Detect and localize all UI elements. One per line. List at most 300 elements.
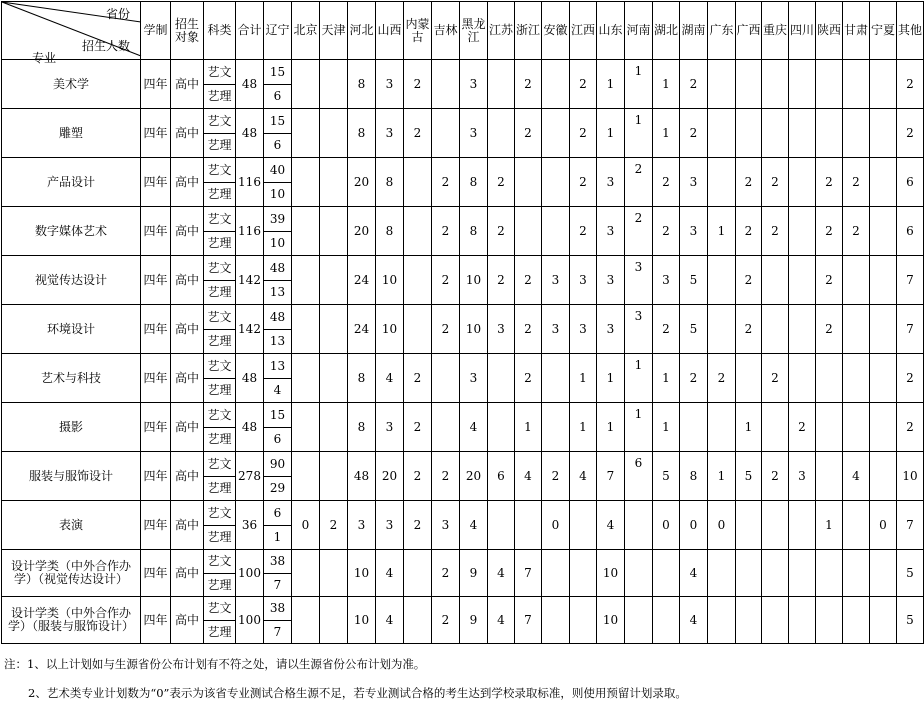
liaoning-arts-cell: 15 — [264, 109, 292, 134]
liaoning-science-cell: 13 — [264, 281, 292, 305]
liaoning-science-cell: 6 — [264, 428, 292, 452]
province-value-cell: 1 — [597, 354, 625, 403]
province-value-cell — [320, 597, 348, 644]
header-province-1: 北京 — [292, 2, 320, 60]
province-value-cell: 1 — [597, 109, 625, 158]
total-cell: 36 — [236, 501, 264, 550]
province-value-cell — [542, 354, 570, 403]
province-value-cell — [870, 158, 897, 207]
major-name: 设计学类（中外合作办学）（视觉传达设计） — [2, 550, 141, 597]
province-value-cell — [816, 550, 843, 597]
province-value-cell: 6 — [897, 207, 924, 256]
province-value-cell: 10 — [376, 305, 404, 354]
header-xuezhi: 学制 — [141, 2, 171, 60]
corner-header-cell — [2, 2, 141, 65]
header-province-4: 山西 — [376, 2, 404, 60]
province-value-cell — [292, 256, 320, 305]
category-cell: 艺理 — [204, 232, 236, 256]
province-value-cell: 5 — [653, 452, 680, 501]
province-value-cell: 2 — [570, 60, 597, 109]
province-value-cell — [404, 550, 432, 597]
xuezhi-cell: 四年 — [141, 452, 171, 501]
province-value-cell: 3 — [542, 256, 570, 305]
liaoning-arts-cell: 15 — [264, 403, 292, 428]
province-value-cell — [870, 452, 897, 501]
province-value-cell — [870, 597, 897, 644]
duixiang-cell: 高中 — [171, 597, 204, 644]
province-value-cell — [816, 452, 843, 501]
province-value-cell — [432, 403, 460, 452]
province-value-cell — [292, 60, 320, 109]
table-row — [2, 256, 924, 281]
corner-province-label: 省份 — [106, 7, 131, 21]
province-value-cell: 1 — [570, 403, 597, 452]
province-value-cell — [432, 109, 460, 158]
table-row — [2, 158, 924, 183]
province-value-cell — [736, 354, 762, 403]
province-value-cell: 10 — [597, 597, 625, 644]
total-cell: 116 — [236, 207, 264, 256]
province-value-cell — [542, 109, 570, 158]
category-cell: 艺理 — [204, 621, 236, 644]
liaoning-arts-cell: 48 — [264, 256, 292, 281]
province-value-cell — [870, 305, 897, 354]
province-value-cell — [736, 60, 762, 109]
province-value-cell: 2 — [404, 354, 432, 403]
province-value-cell: 8 — [376, 158, 404, 207]
province-value-cell: 1 — [653, 354, 680, 403]
category-cell: 艺理 — [204, 330, 236, 354]
province-value-cell — [542, 550, 570, 597]
province-value-cell: 2 — [432, 452, 460, 501]
header-province-0: 辽宁 — [264, 2, 292, 60]
province-value-cell: 7 — [597, 452, 625, 501]
header-province-16: 广东 — [708, 2, 736, 60]
xuezhi-cell: 四年 — [141, 550, 171, 597]
province-value-cell — [870, 109, 897, 158]
province-value-cell — [870, 550, 897, 597]
province-value-cell: 4 — [570, 452, 597, 501]
province-value-cell: 4 — [376, 597, 404, 644]
province-value-cell — [789, 109, 816, 158]
province-value-cell — [762, 60, 789, 109]
province-value-cell: 2 — [488, 158, 515, 207]
province-value-cell — [320, 452, 348, 501]
category-cell: 艺理 — [204, 526, 236, 550]
province-value-cell — [432, 354, 460, 403]
province-value-cell: 5 — [897, 550, 924, 597]
province-value-cell: 1 — [597, 60, 625, 109]
province-value-cell: 2 — [570, 158, 597, 207]
category-cell: 艺文 — [204, 158, 236, 183]
province-value-cell: 8 — [460, 207, 488, 256]
total-cell: 142 — [236, 256, 264, 305]
province-value-cell: 3 — [625, 256, 653, 305]
liaoning-science-cell: 10 — [264, 183, 292, 207]
province-value-cell — [762, 597, 789, 644]
province-value-cell — [680, 403, 708, 452]
province-value-cell — [870, 60, 897, 109]
province-value-cell — [843, 256, 870, 305]
province-value-cell: 3 — [680, 207, 708, 256]
header-province-18: 重庆 — [762, 2, 789, 60]
province-value-cell: 2 — [515, 60, 542, 109]
xuezhi-cell: 四年 — [141, 207, 171, 256]
province-value-cell: 2 — [843, 158, 870, 207]
category-cell: 艺理 — [204, 85, 236, 109]
province-value-cell — [789, 60, 816, 109]
major-name: 雕塑 — [2, 109, 141, 158]
province-value-cell: 20 — [460, 452, 488, 501]
province-value-cell — [843, 501, 870, 550]
province-value-cell: 6 — [625, 452, 653, 501]
xuezhi-cell: 四年 — [141, 256, 171, 305]
major-name: 数字媒体艺术 — [2, 207, 141, 256]
province-value-cell: 2 — [625, 158, 653, 207]
province-value-cell: 2 — [897, 109, 924, 158]
province-value-cell: 2 — [736, 256, 762, 305]
province-value-cell: 10 — [897, 452, 924, 501]
province-value-cell — [789, 597, 816, 644]
liaoning-science-cell: 4 — [264, 379, 292, 403]
province-value-cell: 3 — [542, 305, 570, 354]
header-heji: 合计 — [236, 2, 264, 60]
province-value-cell — [515, 207, 542, 256]
header-kelei: 科类 — [204, 2, 236, 60]
province-value-cell: 8 — [348, 60, 376, 109]
province-value-cell: 0 — [680, 501, 708, 550]
province-value-cell: 3 — [597, 207, 625, 256]
province-value-cell — [404, 597, 432, 644]
province-value-cell — [625, 501, 653, 550]
header-province-11: 江西 — [570, 2, 597, 60]
liaoning-science-cell: 6 — [264, 134, 292, 158]
header-province-23: 其他 — [897, 2, 924, 60]
duixiang-cell: 高中 — [171, 256, 204, 305]
header-province-2: 天津 — [320, 2, 348, 60]
province-value-cell — [320, 305, 348, 354]
province-value-cell — [789, 305, 816, 354]
province-value-cell: 3 — [376, 60, 404, 109]
province-value-cell: 2 — [680, 109, 708, 158]
category-cell: 艺理 — [204, 281, 236, 305]
footnote-2: 2、艺术类专业计划数为“0”表示为该省专业测试合格生源不足，若专业测试合格的考生达到学校录取标准，则使用预留计划录取。 — [28, 686, 687, 700]
header-province-8: 江苏 — [488, 2, 515, 60]
province-value-cell: 5 — [680, 305, 708, 354]
province-value-cell: 3 — [570, 256, 597, 305]
province-value-cell: 3 — [680, 158, 708, 207]
province-value-cell: 1 — [653, 60, 680, 109]
province-value-cell — [320, 256, 348, 305]
major-name: 设计学类（中外合作办学）（服装与服饰设计） — [2, 597, 141, 644]
table-row — [2, 109, 924, 134]
province-value-cell — [320, 109, 348, 158]
xuezhi-cell: 四年 — [141, 158, 171, 207]
total-cell: 48 — [236, 60, 264, 109]
province-value-cell — [843, 354, 870, 403]
total-cell: 48 — [236, 354, 264, 403]
province-value-cell: 8 — [348, 354, 376, 403]
header-province-13: 河南 — [625, 2, 653, 60]
duixiang-cell: 高中 — [171, 207, 204, 256]
total-cell: 48 — [236, 109, 264, 158]
province-value-cell — [789, 158, 816, 207]
province-value-cell — [488, 354, 515, 403]
province-value-cell — [708, 158, 736, 207]
province-value-cell: 1 — [653, 109, 680, 158]
province-value-cell — [843, 550, 870, 597]
liaoning-arts-cell: 90 — [264, 452, 292, 477]
province-value-cell — [708, 60, 736, 109]
category-cell: 艺理 — [204, 574, 236, 597]
province-value-cell: 2 — [680, 354, 708, 403]
province-value-cell — [870, 403, 897, 452]
liaoning-arts-cell: 15 — [264, 60, 292, 85]
xuezhi-cell: 四年 — [141, 597, 171, 644]
province-value-cell — [432, 60, 460, 109]
footnotes — [4, 657, 687, 700]
province-value-cell: 2 — [432, 305, 460, 354]
province-value-cell: 5 — [897, 597, 924, 644]
province-value-cell — [789, 550, 816, 597]
header-province-3: 河北 — [348, 2, 376, 60]
table-row — [2, 207, 924, 232]
province-value-cell: 3 — [488, 305, 515, 354]
liaoning-arts-cell: 48 — [264, 305, 292, 330]
category-cell: 艺理 — [204, 379, 236, 403]
province-value-cell: 2 — [897, 60, 924, 109]
province-value-cell: 8 — [348, 109, 376, 158]
province-value-cell: 2 — [432, 550, 460, 597]
province-value-cell — [404, 305, 432, 354]
province-value-cell: 4 — [843, 452, 870, 501]
province-value-cell: 1 — [515, 403, 542, 452]
liaoning-science-cell: 10 — [264, 232, 292, 256]
liaoning-arts-cell: 39 — [264, 207, 292, 232]
liaoning-arts-cell: 40 — [264, 158, 292, 183]
table-row — [2, 60, 924, 85]
category-cell: 艺文 — [204, 597, 236, 621]
province-value-cell — [292, 158, 320, 207]
major-name: 美术学 — [2, 60, 141, 109]
province-value-cell: 2 — [542, 452, 570, 501]
header-zhaosheng-duixiang: 招生对象 — [171, 2, 204, 60]
province-value-cell: 1 — [625, 60, 653, 109]
liaoning-science-cell: 1 — [264, 526, 292, 550]
liaoning-arts-cell: 13 — [264, 354, 292, 379]
province-value-cell — [625, 597, 653, 644]
province-value-cell: 3 — [460, 109, 488, 158]
province-value-cell: 2 — [432, 256, 460, 305]
footnote-1: 注：1、以上计划如与生源省份公布计划有不符之处，请以生源省份公布计划为准。 — [4, 657, 426, 671]
province-value-cell: 3 — [789, 452, 816, 501]
header-province-20: 陕西 — [816, 2, 843, 60]
xuezhi-cell: 四年 — [141, 354, 171, 403]
province-value-cell — [653, 550, 680, 597]
province-value-cell: 2 — [515, 256, 542, 305]
province-value-cell: 2 — [488, 207, 515, 256]
province-value-cell — [870, 207, 897, 256]
category-cell: 艺文 — [204, 256, 236, 281]
province-value-cell: 10 — [376, 256, 404, 305]
category-cell: 艺文 — [204, 403, 236, 428]
province-value-cell — [625, 550, 653, 597]
province-value-cell: 10 — [460, 256, 488, 305]
province-value-cell — [488, 403, 515, 452]
province-value-cell: 20 — [348, 207, 376, 256]
category-cell: 艺文 — [204, 305, 236, 330]
province-value-cell: 4 — [680, 550, 708, 597]
province-value-cell: 3 — [376, 109, 404, 158]
province-value-cell — [570, 597, 597, 644]
province-value-cell: 7 — [897, 305, 924, 354]
province-value-cell — [542, 207, 570, 256]
province-value-cell — [789, 256, 816, 305]
province-value-cell: 2 — [708, 354, 736, 403]
province-value-cell — [542, 403, 570, 452]
major-name: 视觉传达设计 — [2, 256, 141, 305]
province-value-cell — [762, 403, 789, 452]
province-value-cell: 8 — [460, 158, 488, 207]
table-row — [2, 452, 924, 477]
province-value-cell: 3 — [653, 256, 680, 305]
province-value-cell: 3 — [625, 305, 653, 354]
xuezhi-cell: 四年 — [141, 60, 171, 109]
corner-major-label: 专业 — [32, 51, 57, 65]
province-value-cell: 8 — [348, 403, 376, 452]
province-value-cell — [816, 597, 843, 644]
province-value-cell: 3 — [376, 403, 404, 452]
province-value-cell — [653, 597, 680, 644]
category-cell: 艺文 — [204, 207, 236, 232]
province-value-cell: 2 — [404, 403, 432, 452]
major-name: 摄影 — [2, 403, 141, 452]
header-province-19: 四川 — [789, 2, 816, 60]
province-value-cell: 2 — [897, 403, 924, 452]
province-value-cell: 10 — [348, 550, 376, 597]
table-row — [2, 597, 924, 621]
province-value-cell — [816, 109, 843, 158]
province-value-cell: 1 — [708, 452, 736, 501]
province-value-cell — [736, 597, 762, 644]
province-value-cell: 2 — [653, 207, 680, 256]
province-value-cell: 3 — [348, 501, 376, 550]
province-value-cell: 24 — [348, 256, 376, 305]
province-value-cell: 5 — [736, 452, 762, 501]
province-value-cell: 3 — [460, 354, 488, 403]
header-province-9: 浙江 — [515, 2, 542, 60]
province-value-cell: 1 — [625, 403, 653, 452]
province-value-cell: 1 — [736, 403, 762, 452]
liaoning-science-cell: 6 — [264, 85, 292, 109]
header-province-10: 安徽 — [542, 2, 570, 60]
province-value-cell: 2 — [625, 207, 653, 256]
province-value-cell — [843, 109, 870, 158]
province-value-cell: 7 — [897, 256, 924, 305]
province-value-cell — [488, 109, 515, 158]
enrollment-plan-table — [1, 1, 924, 644]
province-value-cell: 2 — [816, 256, 843, 305]
province-value-cell: 2 — [762, 354, 789, 403]
duixiang-cell: 高中 — [171, 60, 204, 109]
duixiang-cell: 高中 — [171, 501, 204, 550]
total-cell: 116 — [236, 158, 264, 207]
province-value-cell — [870, 354, 897, 403]
province-value-cell — [292, 305, 320, 354]
province-value-cell — [320, 158, 348, 207]
province-value-cell: 4 — [376, 550, 404, 597]
province-value-cell — [515, 501, 542, 550]
province-value-cell — [762, 256, 789, 305]
province-value-cell: 4 — [515, 452, 542, 501]
province-value-cell: 2 — [432, 207, 460, 256]
province-value-cell — [762, 109, 789, 158]
duixiang-cell: 高中 — [171, 354, 204, 403]
province-value-cell — [292, 354, 320, 403]
province-value-cell — [708, 550, 736, 597]
province-value-cell: 20 — [348, 158, 376, 207]
province-value-cell: 2 — [653, 305, 680, 354]
province-value-cell: 2 — [762, 452, 789, 501]
province-value-cell: 0 — [292, 501, 320, 550]
category-cell: 艺文 — [204, 501, 236, 526]
province-value-cell: 48 — [348, 452, 376, 501]
province-value-cell — [708, 256, 736, 305]
province-value-cell: 2 — [680, 60, 708, 109]
province-value-cell: 0 — [542, 501, 570, 550]
province-value-cell: 1 — [816, 501, 843, 550]
province-value-cell — [816, 354, 843, 403]
province-value-cell: 2 — [816, 207, 843, 256]
province-value-cell: 6 — [488, 452, 515, 501]
duixiang-cell: 高中 — [171, 109, 204, 158]
province-value-cell: 9 — [460, 597, 488, 644]
header-province-21: 甘肃 — [843, 2, 870, 60]
province-value-cell — [762, 550, 789, 597]
province-value-cell — [762, 305, 789, 354]
total-cell: 142 — [236, 305, 264, 354]
province-value-cell: 24 — [348, 305, 376, 354]
province-value-cell: 2 — [736, 305, 762, 354]
liaoning-arts-cell: 6 — [264, 501, 292, 526]
category-cell: 艺文 — [204, 550, 236, 574]
province-value-cell — [488, 501, 515, 550]
category-cell: 艺理 — [204, 477, 236, 501]
province-value-cell — [789, 207, 816, 256]
duixiang-cell: 高中 — [171, 452, 204, 501]
province-value-cell — [708, 403, 736, 452]
header-province-22: 宁夏 — [870, 2, 897, 60]
total-cell: 100 — [236, 597, 264, 644]
category-cell: 艺文 — [204, 354, 236, 379]
liaoning-arts-cell: 38 — [264, 597, 292, 621]
liaoning-science-cell: 7 — [264, 574, 292, 597]
corner-count-label: 招生人数 — [82, 39, 131, 53]
province-value-cell — [404, 158, 432, 207]
province-value-cell: 4 — [460, 501, 488, 550]
province-value-cell: 8 — [680, 452, 708, 501]
header-province-6: 吉林 — [432, 2, 460, 60]
province-value-cell: 1 — [625, 354, 653, 403]
category-cell: 艺文 — [204, 60, 236, 85]
header-province-14: 湖北 — [653, 2, 680, 60]
province-value-cell: 7 — [897, 501, 924, 550]
province-value-cell: 3 — [376, 501, 404, 550]
province-value-cell — [708, 305, 736, 354]
province-value-cell: 2 — [762, 158, 789, 207]
province-value-cell: 2 — [404, 501, 432, 550]
province-value-cell: 0 — [708, 501, 736, 550]
